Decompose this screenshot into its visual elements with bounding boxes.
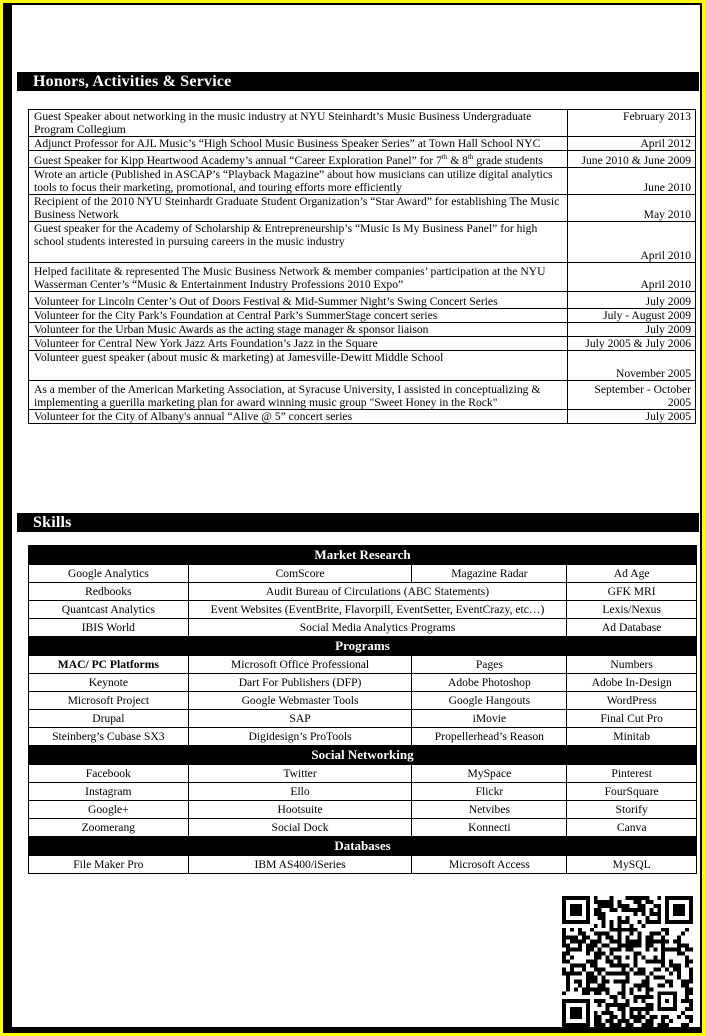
skill-cell: Google Analytics — [29, 565, 189, 583]
skill-cell: Magazine Radar — [412, 565, 567, 583]
skill-cell: Redbooks — [29, 583, 189, 601]
skill-cell: MySpace — [412, 765, 567, 783]
skill-cell: SAP — [188, 710, 412, 728]
skill-cell: File Maker Pro — [29, 856, 189, 874]
skills-category-heading: Social Networking — [29, 746, 697, 765]
honor-date: September - October 2005 — [568, 380, 696, 409]
skills-category-heading: Market Research — [29, 546, 697, 565]
skill-cell: Ad Database — [567, 619, 697, 637]
skill-cell: Final Cut Pro — [567, 710, 697, 728]
table-row — [29, 546, 697, 565]
superscript: th — [441, 153, 448, 161]
table-row — [29, 765, 697, 783]
table-row — [29, 308, 696, 322]
honor-date: April 2010 — [568, 221, 696, 262]
skill-cell: Canva — [567, 819, 697, 837]
skill-cell: Storify — [567, 801, 697, 819]
table-row — [29, 151, 696, 168]
table-row — [29, 801, 697, 819]
skill-cell: Ello — [188, 783, 412, 801]
honor-date: June 2010 — [568, 167, 696, 194]
table-row — [29, 262, 696, 291]
skills-category-heading: Databases — [29, 837, 697, 856]
honor-description — [29, 151, 568, 168]
skill-cell: Quantcast Analytics — [29, 601, 189, 619]
table-row — [29, 350, 696, 380]
table-row — [29, 674, 697, 692]
skill-cell: Instagram — [29, 783, 189, 801]
table-row — [29, 565, 697, 583]
skill-cell: MySQL — [567, 856, 697, 874]
table-row — [29, 783, 697, 801]
skill-cell: Adobe In-Design — [567, 674, 697, 692]
skill-cell: IBM AS400/iSeries — [188, 856, 412, 874]
skills-table — [28, 545, 697, 874]
table-row — [29, 746, 697, 765]
table-row — [29, 336, 696, 350]
skill-cell: Pinterest — [567, 765, 697, 783]
table-row — [29, 637, 697, 656]
skill-cell: Lexis/Nexus — [567, 601, 697, 619]
table-row — [29, 710, 697, 728]
skill-cell: Keynote — [29, 674, 189, 692]
honor-description: Adjunct Professor for AJL Music’s “High School Music Business Speaker Series” at Town Hall School NYC — [29, 137, 568, 151]
skill-cell: iMovie — [412, 710, 567, 728]
skill-cell: Zoomerang — [29, 819, 189, 837]
honor-description-text: grade students — [473, 153, 543, 167]
skill-cell: Numbers — [567, 656, 697, 674]
honor-description: As a member of the American Marketing Association, at Syracuse University, I assisted in conceptualizing & implementing a guerilla marketing plan for award winning music group "Sweet Honey in the Rock" — [29, 380, 568, 409]
honor-date: November 2005 — [568, 350, 696, 380]
skill-cell: FourSquare — [567, 783, 697, 801]
skill-cell: Adobe Photoshop — [412, 674, 567, 692]
honor-description: Guest Speaker about networking in the music industry at NYU Steinhardt’s Music Business Undergraduate Program Collegium — [29, 110, 568, 137]
honor-description: Recipient of the 2010 NYU Steinhardt Graduate Student Organization’s “Star Award” for establishing The Music Business Network — [29, 194, 568, 221]
table-row — [29, 837, 697, 856]
table-row — [29, 221, 696, 262]
skill-cell: Microsoft Access — [412, 856, 567, 874]
honor-description: Volunteer guest speaker (about music & marketing) at Jamesville-Dewitt Middle School — [29, 350, 568, 380]
skill-cell: IBIS World — [29, 619, 189, 637]
skill-cell: Google Hangouts — [412, 692, 567, 710]
table-row — [29, 409, 696, 423]
honor-date: July 2005 — [568, 409, 696, 423]
honor-date: July - August 2009 — [568, 308, 696, 322]
table-row — [29, 110, 696, 137]
skill-cell: Google Webmaster Tools — [188, 692, 412, 710]
skill-cell: Pages — [412, 656, 567, 674]
honor-date: April 2010 — [568, 262, 696, 291]
skill-cell: Drupal — [29, 710, 189, 728]
skill-cell: Ad Age — [567, 565, 697, 583]
resume-page — [12, 5, 700, 1027]
honor-date: July 2009 — [568, 322, 696, 336]
honor-description: Volunteer for the City of Albany's annual “Alive @ 5” concert series — [29, 409, 568, 423]
skill-cell: GFK MRI — [567, 583, 697, 601]
honor-description: Helped facilitate & represented The Music Business Network & member companies’ participation at the NYU Wasserman Center’s “Music & Entertainment Industry Professions 2010 Expo” — [29, 262, 568, 291]
skill-cell: Social Media Analytics Programs — [188, 619, 567, 637]
skills-section-header: Skills — [17, 513, 699, 532]
honors-section-header: Honors, Activities & Service — [17, 72, 699, 91]
honor-description: Volunteer for Central New York Jazz Arts Foundation’s Jazz in the Square — [29, 336, 568, 350]
skill-cell: Microsoft Project — [29, 692, 189, 710]
honor-description-text: Guest Speaker for Kipp Heartwood Academy’s annual “Career Exploration Panel” for 7 — [34, 153, 442, 167]
honor-description: Volunteer for Lincoln Center’s Out of Doors Festival & Mid-Summer Night’s Swing Concert Series — [29, 291, 568, 308]
honor-description: Guest speaker for the Academy of Scholarship & Entrepreneurship’s “Music Is My Business Panel” for high school students interested in pursuing careers in the music industry — [29, 221, 568, 262]
table-row — [29, 380, 696, 409]
skill-cell: WordPress — [567, 692, 697, 710]
skill-cell: Propellerhead’s Reason — [412, 728, 567, 746]
superscript: th — [467, 153, 474, 161]
table-row — [29, 619, 697, 637]
honor-date: May 2010 — [568, 194, 696, 221]
table-row — [29, 601, 697, 619]
skill-cell: Hootsuite — [188, 801, 412, 819]
honor-date: July 2005 & July 2006 — [568, 336, 696, 350]
honor-date: July 2009 — [568, 291, 696, 308]
skill-cell: Audit Bureau of Circulations (ABC Statements) — [188, 583, 567, 601]
honor-description: Volunteer for the City Park’s Foundation at Central Park’s SummerStage concert series — [29, 308, 568, 322]
table-row — [29, 819, 697, 837]
honor-date: June 2010 & June 2009 — [568, 151, 696, 168]
skill-cell: Facebook — [29, 765, 189, 783]
table-row — [29, 194, 696, 221]
skill-cell: Twitter — [188, 765, 412, 783]
skill-cell: Dart For Publishers (DFP) — [188, 674, 412, 692]
skill-cell: MAC/ PC Platforms — [29, 656, 189, 674]
honor-description-text: & 8 — [447, 153, 468, 167]
skill-cell: Microsoft Office Professional — [188, 656, 412, 674]
skill-cell: Steinberg’s Cubase SX3 — [29, 728, 189, 746]
honor-date: April 2012 — [568, 137, 696, 151]
honor-date: February 2013 — [568, 110, 696, 137]
skills-category-heading: Programs — [29, 637, 697, 656]
honors-table — [28, 109, 696, 424]
skill-cell: ComScore — [188, 565, 412, 583]
skill-cell: Digidesign’s ProTools — [188, 728, 412, 746]
table-row — [29, 291, 696, 308]
table-row — [29, 728, 697, 746]
honor-description: Wrote an article (Published in ASCAP’s “Playback Magazine” about how musicians can utilize digital analytics tools to focus their marketing, promotional, and touring efforts more efficiently — [29, 167, 568, 194]
honor-description: Volunteer for the Urban Music Awards as the acting stage manager & sponsor liaison — [29, 322, 568, 336]
skill-cell: Netvibes — [412, 801, 567, 819]
table-row — [29, 322, 696, 336]
table-row — [29, 656, 697, 674]
skill-cell: Google+ — [29, 801, 189, 819]
table-row — [29, 583, 697, 601]
skill-cell: Event Websites (EventBrite, Flavorpill, EventSetter, EventCrazy, etc…) — [188, 601, 567, 619]
table-row — [29, 167, 696, 194]
table-row — [29, 692, 697, 710]
table-row — [29, 137, 696, 151]
skill-cell: Flickr — [412, 783, 567, 801]
skill-cell: Minitab — [567, 728, 697, 746]
skill-cell: Konnecti — [412, 819, 567, 837]
table-row — [29, 856, 697, 874]
qr-code-icon[interactable] — [560, 896, 695, 1027]
skill-cell: Social Dock — [188, 819, 412, 837]
